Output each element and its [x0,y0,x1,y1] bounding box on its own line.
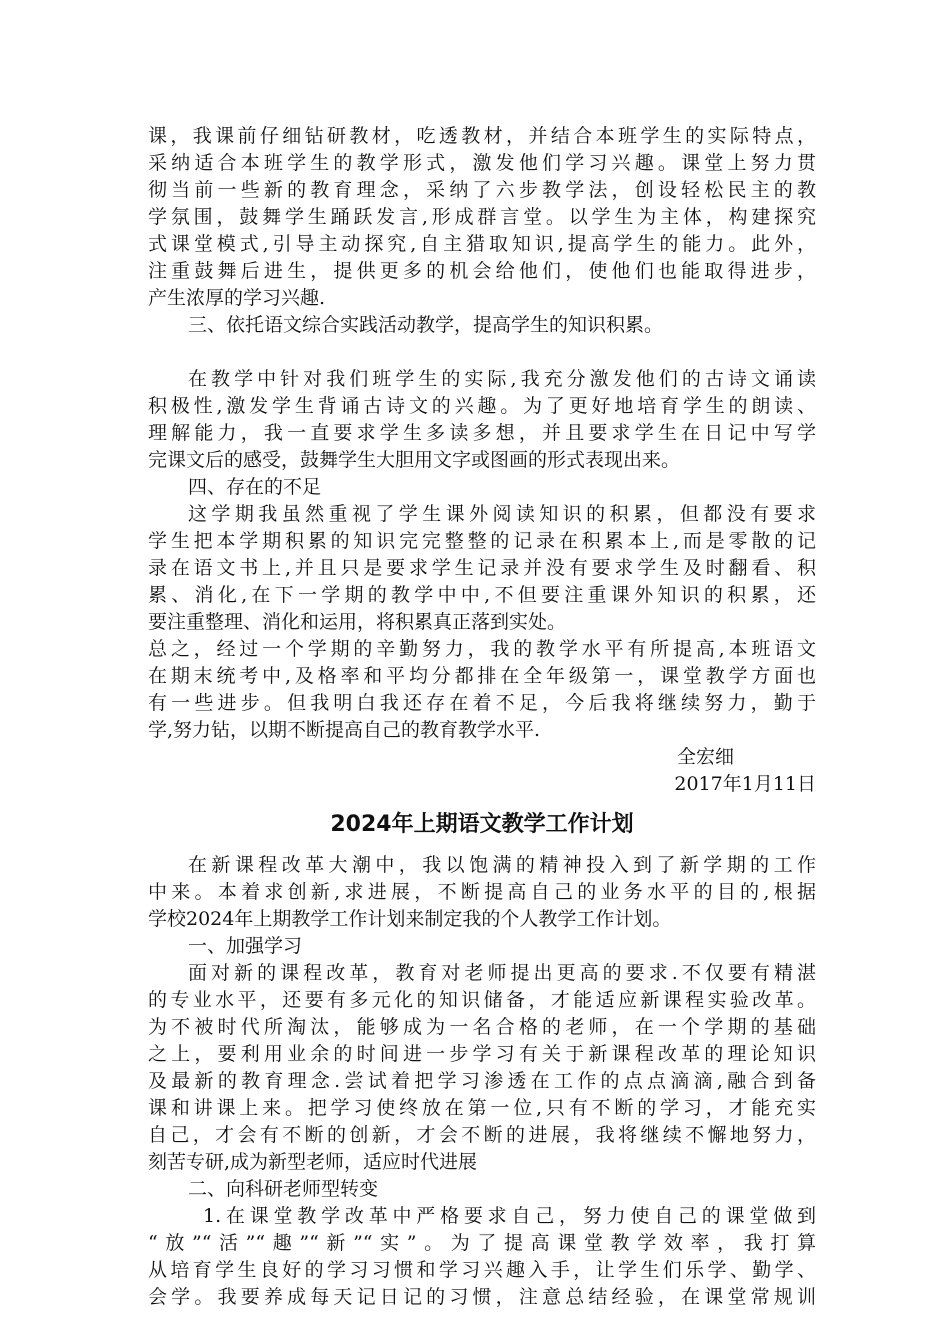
body-line: 学校2024年上期教学工作计划来制定我的个人教学工作计划。 [148,908,672,930]
body-line: “放”“活”“趣”“新”“实”。为了提高课堂教学效率，我打算 [148,1232,816,1254]
body-line: 刻苦专研,成为新型老师，适应时代进展 [148,1151,478,1173]
document-title: 2024年上期语文教学工作计划 [330,812,634,837]
body-line: 录在语文书上,并且只是要求学生记录并没有要求学生及时翻看、积 [148,557,816,579]
summary-line: 有一些进步。但我明白我还存在着不足，今后我将继续努力，勤于 [148,692,816,714]
body-line: 在新课程改革大潮中，我以饱满的精神投入到了新学期的工作 [188,854,816,876]
body-line: 学氛围，鼓舞学生踊跃发言,形成群言堂。以学生为主体，构建探究 [148,206,816,228]
body-line: 1.在课堂教学改革中严格要求自己，努力使自己的课堂做到 [203,1205,816,1227]
body-line: 之上，要利用业余的时间进一步学习有关于新课程改革的理论知识 [148,1043,816,1065]
body-line: 为不被时代所淘汰，能够成为一名合格的老师，在一个学期的基础 [148,1016,816,1038]
summary-line: 学,努力钻，以期不断提高自己的教育教学水平. [148,719,541,741]
body-line: 累、消化,在下一学期的教学中中,不但要注重课外知识的积累，还 [148,584,816,606]
section-heading: 四、存在的不足 [188,476,322,498]
body-line: 这学期我虽然重视了学生课外阅读知识的积累，但都没有要求 [188,503,816,525]
body-line: 从培育学生良好的学习习惯和学习兴趣入手，让学生们乐学、勤学、 [148,1259,816,1281]
body-line: 学生把本学期积累的知识完完整整的记录在积累本上,而是零散的记 [148,530,816,552]
signature-name: 全宏细 [676,746,734,768]
body-line: 会学。我要养成每天记日记的习惯，注意总结经验，在课堂常规训 [148,1286,816,1308]
signature-date: 2017年1月11日 [674,773,816,795]
body-line: 式课堂模式,引导主动探究,自主猎取知识,提高学生的能力。此外， [148,233,816,255]
body-line: 注重鼓舞后进生，提供更多的机会给他们，使他们也能取得进步， [148,260,816,282]
body-line: 积极性,激发学生背诵古诗文的兴趣。为了更好地培育学生的朗读、 [148,395,816,417]
body-line: 课和讲课上来。把学习使终放在第一位,只有不断的学习，才能充实 [148,1097,816,1119]
body-line: 产生浓厚的学习兴趣. [148,287,326,309]
body-line: 要注重整理、消化和运用，将积累真正落到实处。 [148,611,567,633]
body-line: 的专业水平，还要有多元化的知识储备，才能适应新课程实验改革。 [148,989,816,1011]
summary-line: 在期末统考中,及格率和平均分都排在全年级第一，课堂教学方面也 [148,665,816,687]
body-line: 自己，才会有不断的创新，才会不断的进展，我将继续不懈地努力， [148,1124,816,1146]
body-line: 及最新的教育理念.尝试着把学习渗透在工作的点点滴滴,融合到备 [148,1070,816,1092]
document-body [148,123,816,1311]
body-line: 理解能力，我一直要求学生多读多想，并且要求学生在日记中写学 [148,422,816,444]
body-line: 中来。本着求创新,求进展，不断提高自己的业务水平的目的,根据 [148,881,816,903]
section-heading: 一、加强学习 [188,935,303,957]
body-line: 面对新的课程改革，教育对老师提出更高的要求.不仅要有精湛 [188,962,816,984]
body-line: 在教学中针对我们班学生的实际,我充分激发他们的古诗文诵读 [188,368,816,390]
body-line: 完课文后的感受，鼓舞学生大胆用文字或图画的形式表现出来。 [148,449,681,471]
section-heading: 三、依托语文综合实践活动教学，提高学生的知识积累。 [188,314,664,336]
body-line: 课，我课前仔细钻研教材，吃透教材，并结合本班学生的实际特点， [148,125,816,147]
section-heading: 二、向科研老师型转变 [188,1178,379,1200]
body-line: 彻当前一些新的教育理念，采纳了六步教学法，创设轻松民主的教 [148,179,816,201]
body-line: 采纳适合本班学生的教学形式，激发他们学习兴趣。课堂上努力贯 [148,152,816,174]
blank-line [148,339,816,366]
summary-line: 总之，经过一个学期的辛勤努力，我的教学水平有所提高,本班语文 [148,638,816,660]
